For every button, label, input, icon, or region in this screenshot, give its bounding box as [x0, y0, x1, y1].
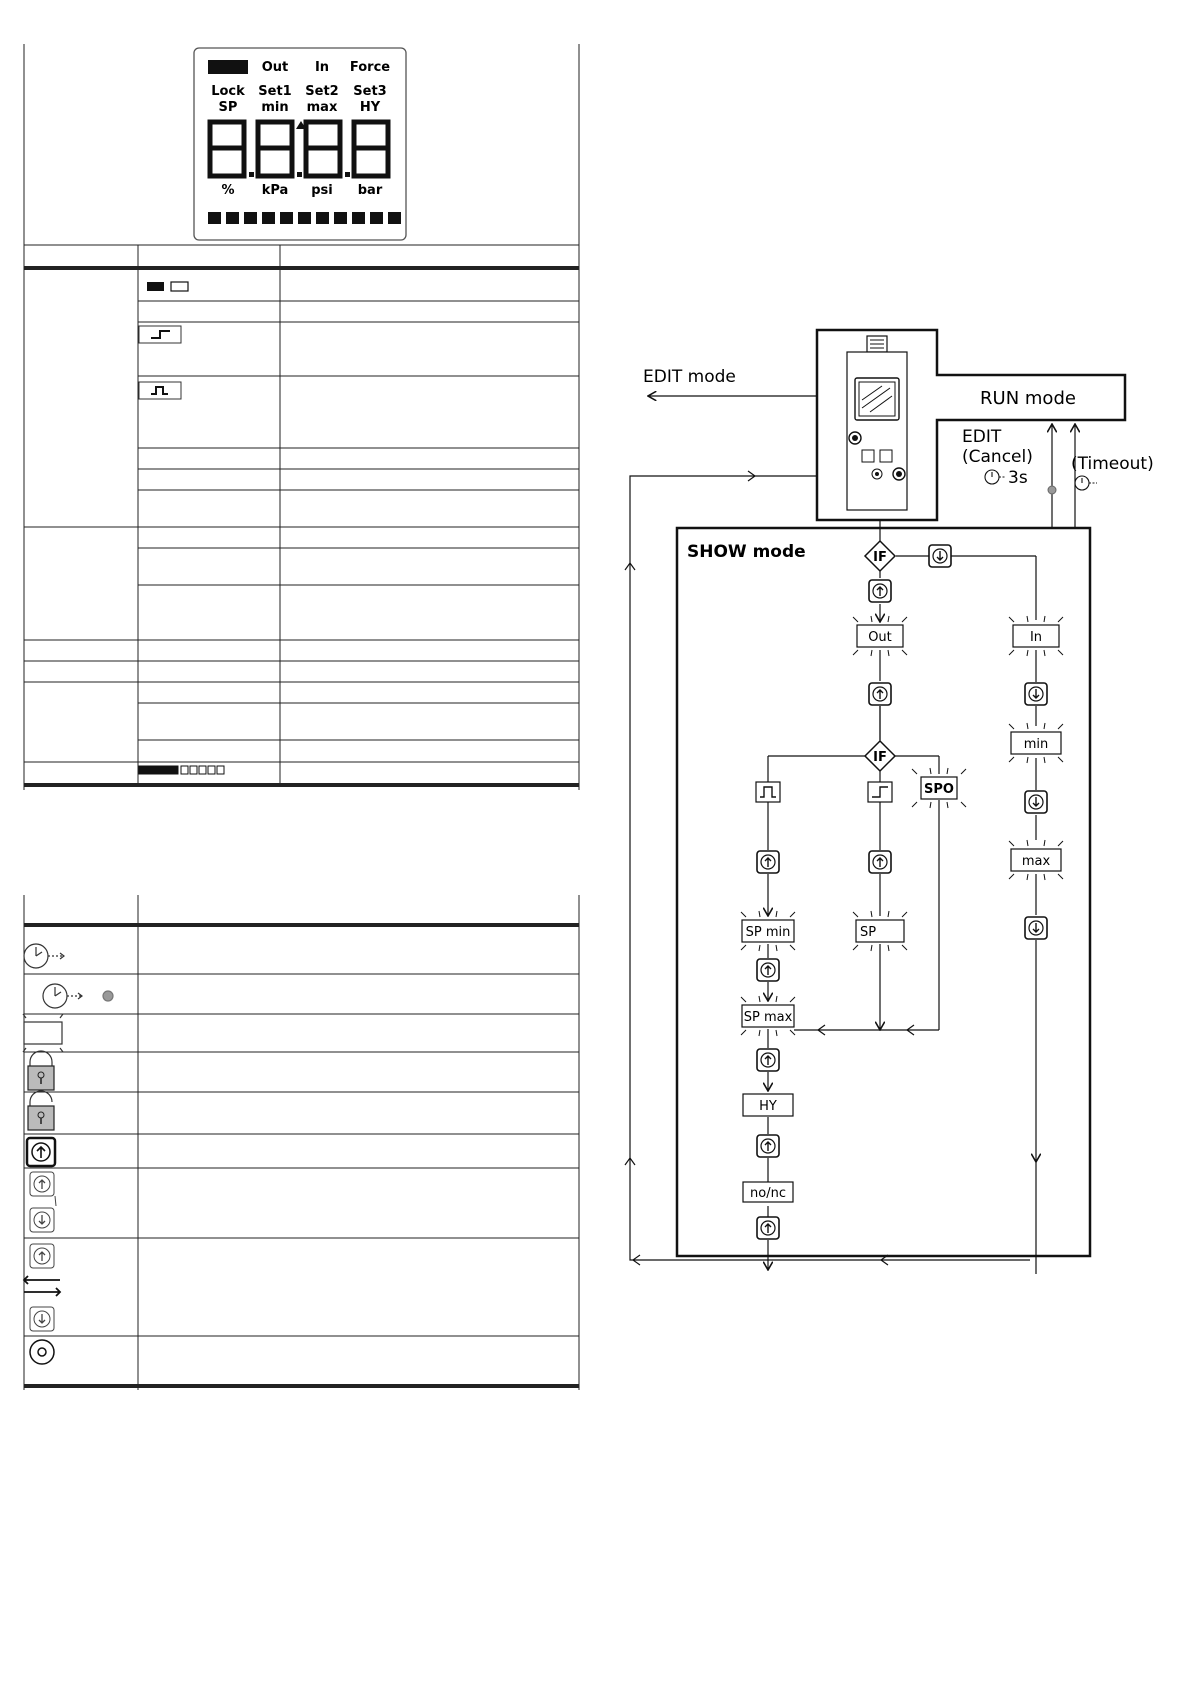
lcd-label-set1: Set1 — [258, 84, 292, 99]
state-sp-max-label: SP max — [743, 1010, 793, 1025]
flashing-display-icon — [23, 1014, 63, 1052]
lcd-label-sp: SP — [218, 100, 238, 115]
if-label-1: IF — [873, 550, 887, 565]
bargraph-icon — [139, 766, 224, 774]
edit-mode-label: EDIT mode — [643, 367, 736, 387]
up-down-keys-icon — [30, 1172, 56, 1232]
if-decision-2 — [865, 741, 895, 771]
if-decision-1 — [865, 541, 895, 571]
step-mode-symbol — [868, 782, 892, 802]
edit-key-icon — [30, 1340, 54, 1364]
state-spo-label: SPO — [924, 782, 954, 797]
up-down-toggle-icon — [24, 1244, 60, 1331]
timeout-clock-small-icon — [1075, 476, 1097, 490]
state-hy-label: HY — [759, 1099, 777, 1114]
lcd-bargraph — [208, 212, 401, 224]
lcd-label-lock: Lock — [211, 84, 245, 99]
show-mode-label: SHOW mode — [687, 542, 806, 562]
pressure-sensor-device — [847, 336, 907, 510]
lcd-display — [194, 48, 406, 240]
lcd-label-in: In — [314, 60, 330, 75]
display-legend-panel — [0, 0, 590, 800]
state-nonc — [743, 1182, 793, 1202]
mode-flow-diagram — [590, 320, 1180, 1280]
state-sp-min-label: SP min — [745, 925, 791, 940]
lcd-unit-bar: bar — [357, 183, 383, 198]
lcd-label-max: max — [306, 100, 338, 115]
lcd-unit-psi: psi — [311, 183, 333, 198]
operation-legend-panel — [0, 880, 590, 1400]
timeout-clock-icon — [24, 944, 64, 968]
pulse-mode-symbol — [756, 782, 780, 802]
clock-dot-icon — [43, 984, 113, 1008]
state-hy — [743, 1094, 793, 1116]
cancel-clock-icon — [985, 470, 1006, 484]
lcd-label-hy: HY — [359, 100, 381, 115]
state-min-label: min — [1023, 737, 1049, 752]
state-sp-label: SP — [860, 925, 877, 940]
lcd-label-set2: Set2 — [305, 84, 339, 99]
state-out-label: Out — [868, 630, 892, 645]
lcd-label-out: Out — [261, 60, 289, 75]
lcd-label-set3: Set3 — [353, 84, 387, 99]
state-nonc-label: no/nc — [750, 1186, 786, 1201]
lcd-label-min: min — [261, 100, 289, 115]
switch-step-icon — [139, 326, 181, 343]
timeout-label: (Timeout) — [1071, 454, 1154, 474]
lock-open-icon — [28, 1091, 54, 1130]
switch-pulse-icon — [139, 382, 181, 399]
run-mode-label: RUN mode — [980, 388, 1076, 409]
state-in-label: In — [1029, 630, 1043, 645]
cancel-label: (Cancel) — [962, 447, 1033, 467]
up-key-pressed-icon — [27, 1138, 55, 1166]
lcd-unit-kpa: kPa — [261, 183, 289, 198]
state-min — [1009, 723, 1063, 763]
cancel-seconds-label: 3s — [1008, 468, 1028, 488]
lcd-label-force: Force — [349, 60, 391, 75]
lock-closed-icon — [28, 1051, 54, 1090]
edit-label: EDIT — [962, 427, 1002, 447]
state-max-label: max — [1021, 854, 1051, 869]
if-label-2: IF — [873, 750, 887, 765]
lcd-unit-percent: % — [221, 183, 235, 198]
